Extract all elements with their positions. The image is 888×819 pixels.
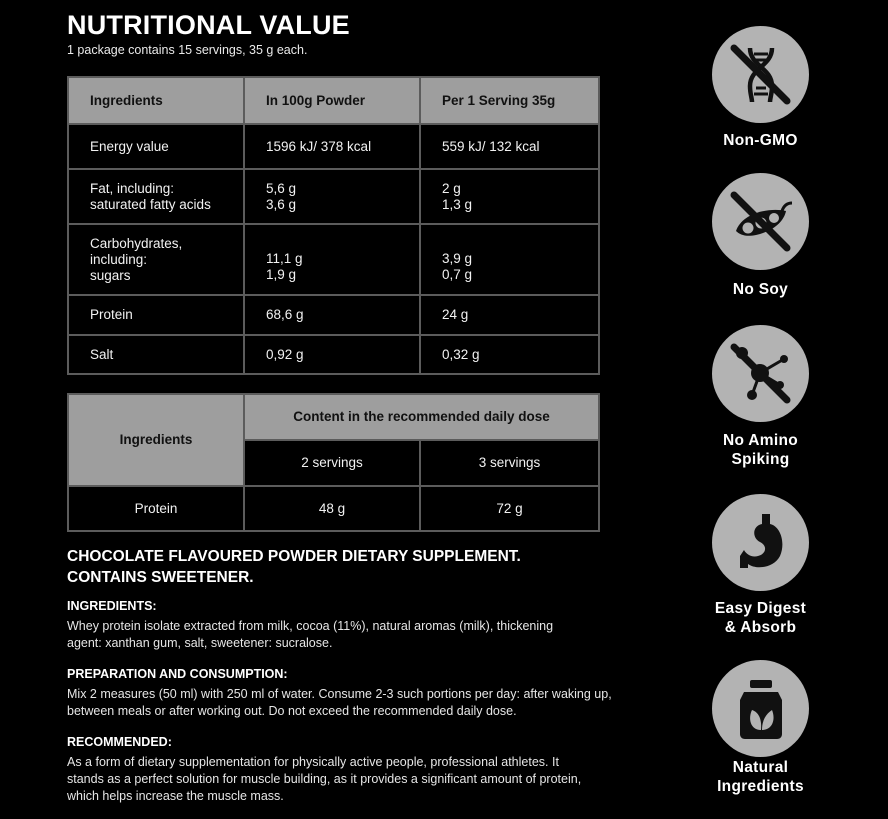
molecule-crossed-icon — [712, 325, 809, 422]
dna-crossed-icon — [712, 26, 809, 123]
row-label: Protein — [68, 486, 244, 531]
row-per-serving: 3,9 g 0,7 g — [420, 224, 599, 295]
row-label: Fat, including: saturated fatty acids — [68, 169, 244, 224]
row-per-100g: 11,1 g 1,9 g — [244, 224, 420, 295]
header-ingredients: Ingredients — [68, 77, 244, 124]
table-header-row — [68, 77, 599, 124]
row-label: Protein — [68, 295, 244, 335]
soy-crossed-icon — [712, 173, 809, 270]
page-title: NUTRITIONAL VALUE — [67, 10, 350, 40]
table-row — [68, 295, 599, 335]
header-daily-dose: Content in the recommended daily dose — [244, 394, 599, 440]
row-3-servings: 72 g — [420, 486, 599, 531]
table-row — [68, 224, 599, 295]
table-header-row — [68, 394, 599, 440]
product-heading — [67, 546, 521, 588]
row-per-serving: 2 g 1,3 g — [420, 169, 599, 224]
daily-dose-table — [67, 393, 600, 532]
nutrition-table — [67, 76, 600, 375]
stomach-icon — [712, 494, 809, 591]
header-per-100g: In 100g Powder — [244, 77, 420, 124]
row-label: Energy value — [68, 124, 244, 169]
table-row — [68, 335, 599, 374]
table-row — [68, 124, 599, 169]
ingredients-section — [67, 599, 587, 652]
badge-easy-digest — [712, 494, 809, 636]
header-per-serving: Per 1 Serving 35g — [420, 77, 599, 124]
row-label: Salt — [68, 335, 244, 374]
product-line-2: CONTAINS SWEETENER. — [67, 569, 254, 586]
row-per-serving: 0,32 g — [420, 335, 599, 374]
ingredients-text: Whey protein isolate extracted from milk, cocoa (11%), natural aromas (milk), thickening agent: xanthan gum, salt, sweetener: sucralose. — [67, 619, 554, 650]
preparation-section — [67, 667, 617, 720]
header-2-servings: 2 servings — [244, 440, 420, 486]
row-2-servings: 48 g — [244, 486, 420, 531]
row-per-serving: 559 kJ/ 132 kcal — [420, 124, 599, 169]
badge-no-soy — [712, 173, 809, 298]
preparation-text: Mix 2 measures (50 ml) with 250 ml of water. Consume 2-3 such portions per day: after waking up, between meals or after working out. Do not exceed the recommended daily dose. — [67, 687, 612, 718]
page-subtitle: 1 package contains 15 servings, 35 g each. — [67, 43, 308, 57]
row-per-100g: 68,6 g — [244, 295, 420, 335]
row-per-100g: 0,92 g — [244, 335, 420, 374]
badge-natural-ingredients — [712, 660, 809, 795]
badge-label: No Amino Spiking — [722, 432, 798, 468]
row-per-100g: 5,6 g 3,6 g — [244, 169, 420, 224]
recommended-section — [67, 735, 592, 805]
ingredients-label: INGREDIENTS: — [67, 599, 157, 613]
header-ingredients: Ingredients — [68, 394, 244, 486]
badge-label: Natural Ingredients — [717, 759, 804, 795]
badge-no-amino-spiking — [712, 325, 809, 468]
header-3-servings: 3 servings — [420, 440, 599, 486]
product-line-1: CHOCOLATE FLAVOURED POWDER DIETARY SUPPLEMENT. — [67, 548, 521, 565]
row-label: Carbohydrates, including: sugars — [68, 224, 244, 295]
badge-non-gmo — [712, 26, 809, 149]
badge-label: Easy Digest & Absorb — [714, 600, 807, 636]
leaf-jar-icon — [712, 660, 809, 757]
table-row — [68, 169, 599, 224]
badge-label: No Soy — [732, 281, 789, 298]
table-row — [68, 486, 599, 531]
badge-label: Non-GMO — [723, 132, 798, 149]
row-per-serving: 24 g — [420, 295, 599, 335]
recommended-text: As a form of dietary supplementation for physically active people, professional athletes. It stands as a perfect solution for muscle building, as it provides a significant amount of protein, which helps increase the muscle mass. — [67, 755, 582, 803]
recommended-label: RECOMMENDED: — [67, 735, 172, 749]
preparation-label: PREPARATION AND CONSUMPTION: — [67, 667, 288, 681]
row-per-100g: 1596 kJ/ 378 kcal — [244, 124, 420, 169]
